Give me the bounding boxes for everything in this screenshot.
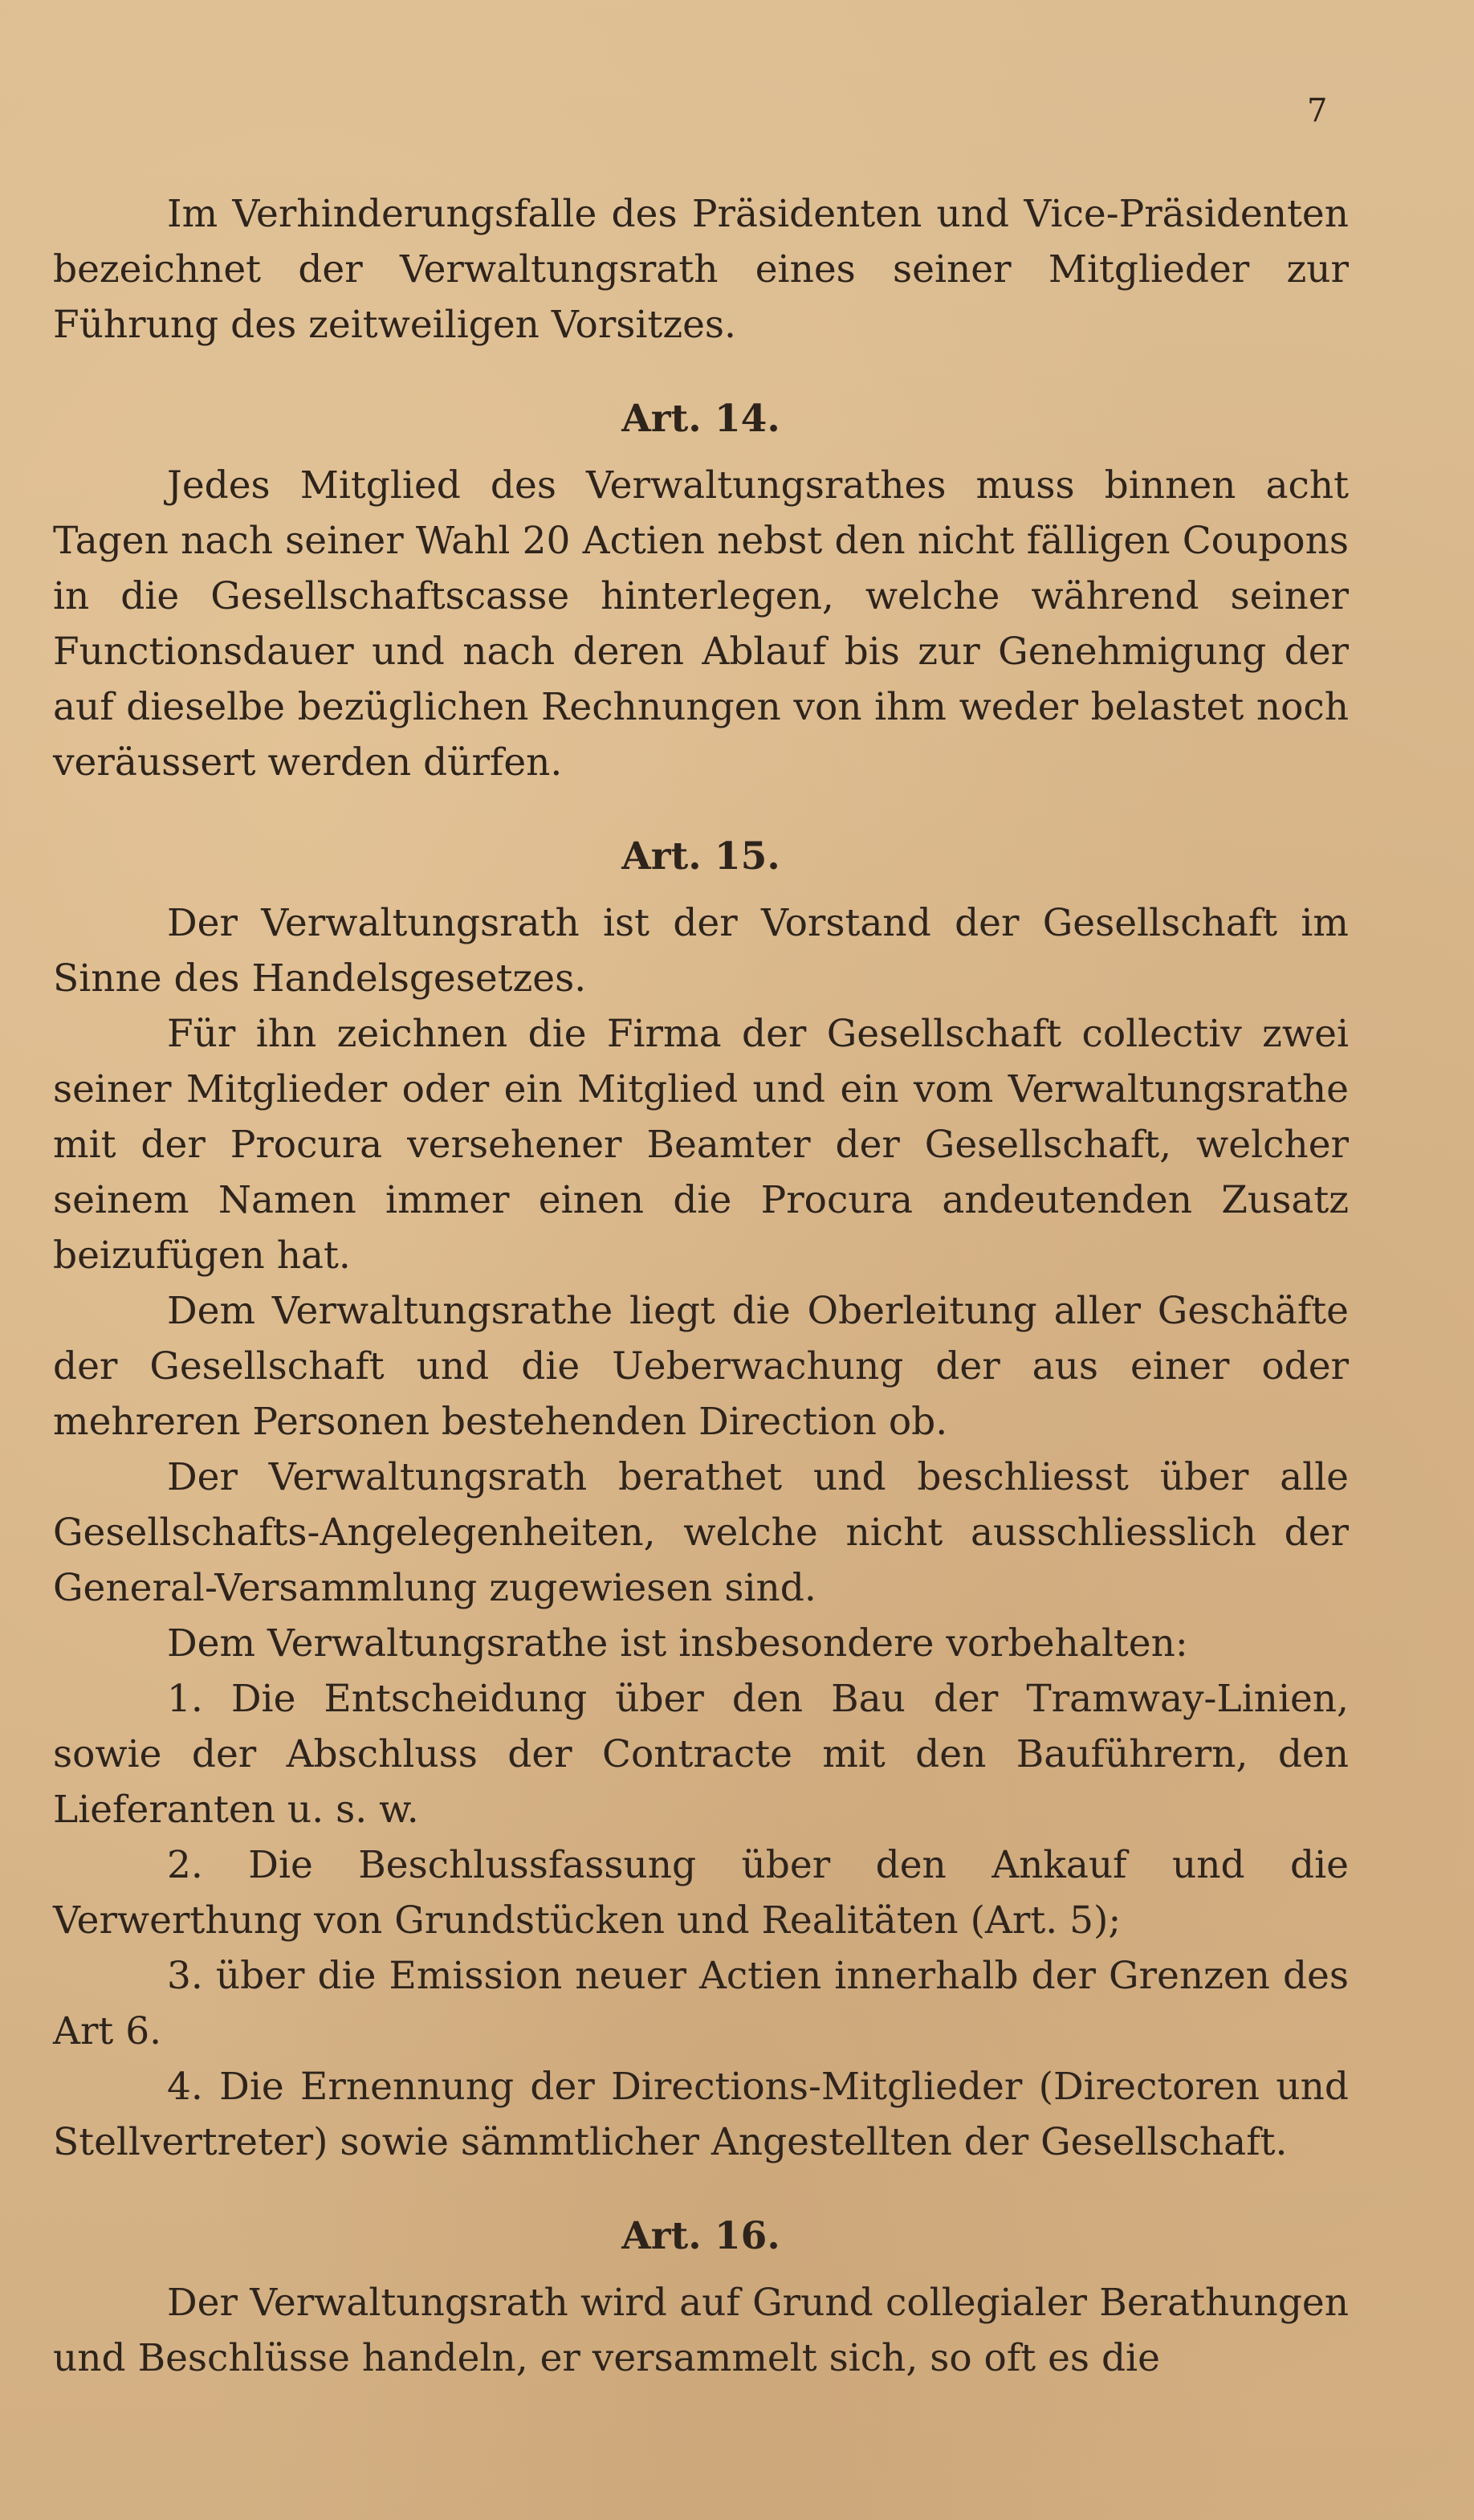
article-14-paragraph-1: Jedes Mitglied des Verwaltungsrathes muss binnen acht Tagen nach seiner Wahl 20 Actien nebst den nicht fälligen Coupons in die Gesellschaftscasse hinterlegen, welche während seiner Functionsdauer und nach deren Ablauf bis zur Genehmigung der auf dieselbe bezüglichen Rechnungen von ihm weder belastet noch veräussert werden dürfen. <box>53 463 1349 785</box>
article-14-heading: Art. 14. <box>621 397 780 441</box>
page-number: 7 <box>1307 92 1328 129</box>
page-body <box>53 186 1349 2386</box>
article-15-paragraph-1: Der Verwaltungsrath ist der Vorstand der Gesellschaft im Sinne des Handelsgesetzes. <box>53 901 1349 1001</box>
article-15-list-item-3: 3. über die Emission neuer Actien innerhalb der Grenzen des Art 6. <box>53 1954 1349 2053</box>
article-15-list-item-2: 2. Die Beschlussfassung über den Ankauf und die Verwerthung von Grundstücken und Realitäten (Art. 5); <box>53 1843 1349 1943</box>
article-15-list-item-1: 1. Die Entscheidung über den Bau der Tramway-Linien, sowie der Abschluss der Contracte mit den Bauführern, den Lieferanten u. s. w. <box>53 1677 1349 1832</box>
article-15-paragraph-3: Dem Verwaltungsrathe liegt die Oberleitung aller Geschäfte der Gesellschaft und die Ueberwachung der aus einer oder mehreren Personen bestehenden Direction ob. <box>53 1289 1349 1444</box>
article-16-heading: Art. 16. <box>621 2214 780 2258</box>
article-15-list-item-4: 4. Die Ernennung der Directions-Mitglieder (Directoren und Stellvertreter) sowie sämmtlicher Angestellten der Gesellschaft. <box>53 2065 1349 2164</box>
article-15-paragraph-4: Der Verwaltungsrath berathet und beschliesst über alle Gesellschafts-Angelegenheiten, welche nicht ausschliesslich der General-Versammlung zugewiesen sind. <box>53 1455 1349 1610</box>
article-15-heading: Art. 15. <box>621 834 780 879</box>
article-16-paragraph-1: Der Verwaltungsrath wird auf Grund collegialer Berathungen und Beschlüsse handeln, er versammelt sich, so oft es die <box>53 2281 1349 2380</box>
article-15-paragraph-5: Dem Verwaltungsrathe ist insbesondere vorbehalten: <box>167 1621 1188 1666</box>
article-15-paragraph-2: Für ihn zeichnen die Firma der Gesellschaft collectiv zwei seiner Mitglieder oder ein Mitglied und ein vom Verwaltungsrathe mit der Procura versehener Beamter der Gesellschaft, welcher seinem Namen immer einen die Procura andeutenden Zusatz beizufügen hat. <box>53 1012 1349 1278</box>
intro-paragraph: Im Verhinderungsfalle des Präsidenten und Vice-Präsidenten bezeichnet der Verwaltungsrath eines seiner Mitglieder zur Führung des zeitweiligen Vorsitzes. <box>53 192 1349 347</box>
